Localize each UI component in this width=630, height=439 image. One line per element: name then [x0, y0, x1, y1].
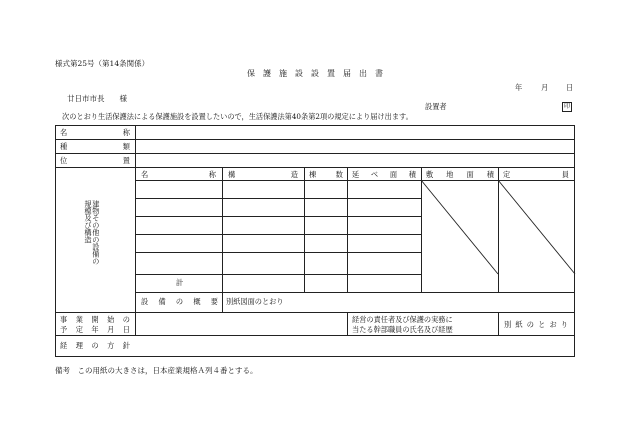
applicant-label: 設置者	[425, 102, 447, 111]
equipment-overview-label: 設 備 の 概 要	[141, 297, 218, 306]
manager-label-line2: 当たる幹部職員の氏名及び経歴	[352, 325, 453, 334]
equipment-overview-value: 別紙図面のとおり	[226, 297, 284, 306]
date-year-label: 年	[515, 83, 523, 92]
start-date-label-line2: 予 定 年 月 日	[60, 325, 130, 334]
finance-policy-label: 経 理 の 方 針	[60, 341, 130, 350]
col-header-structure: 構 造	[228, 170, 298, 179]
date-month-label: 月	[541, 83, 549, 92]
col-header-floor-area: 延 べ 面 積	[352, 170, 416, 179]
manager-value: 別 紙 の と お り	[504, 320, 568, 329]
col-header-building-count: 棟 数	[309, 170, 343, 179]
date-day-label: 日	[566, 83, 574, 92]
recipient: 廿日市市長 様	[67, 94, 127, 103]
footnote: 備考 この用紙の大きさは，日本産業規格Ａ列４番とする。	[55, 366, 258, 375]
facility-section-label: 建物その他の設備の 規模及び構造	[83, 200, 101, 265]
row-label-type: 種 類	[60, 142, 130, 151]
page-title: 保 護 施 設 設 置 届 出 書	[247, 69, 383, 78]
total-label: 計	[176, 278, 184, 287]
col-header-site-area: 敷 地 面 積	[426, 170, 494, 179]
row-label-name: 名 称	[60, 128, 130, 137]
col-header-name: 名 称	[141, 170, 216, 179]
statement: 次のとおり生活保護法による保護施設を設置したいので，生活保護法第40条第2項の規定により届け出ます。	[62, 112, 413, 121]
row-label-location: 位 置	[60, 156, 130, 165]
col-header-capacity: 定 員	[503, 170, 569, 179]
manager-label-line1: 経営の責任者及び保護の実務に	[352, 315, 453, 324]
seal-mark-icon: 印	[563, 103, 570, 110]
form-number: 様式第25号（第14条関係）	[55, 59, 150, 68]
start-date-label-line1: 事 業 開 始 の	[60, 315, 130, 324]
